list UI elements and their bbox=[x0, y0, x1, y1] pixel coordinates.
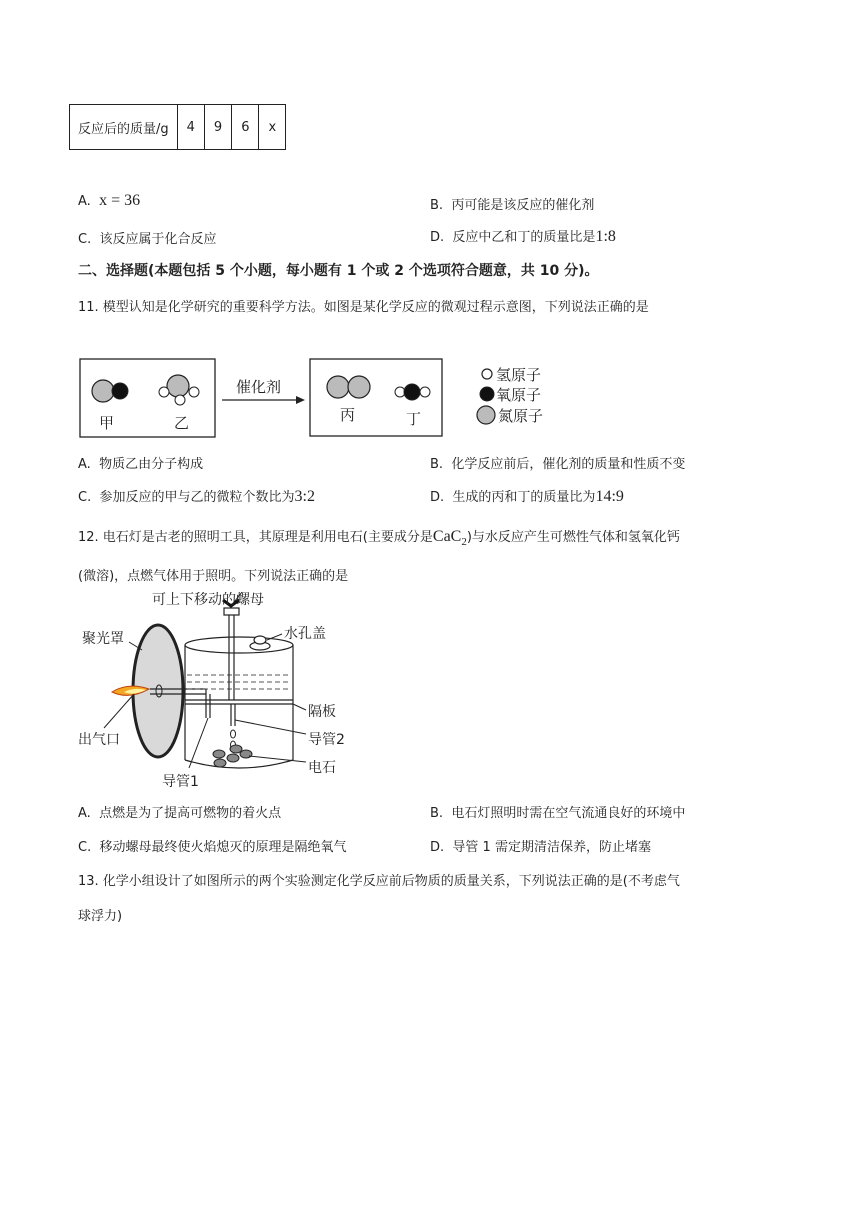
legend-nitrogen: 氮原子 bbox=[498, 407, 544, 425]
q10-option-b[interactable]: B. 丙可能是该反应的催化剂 bbox=[430, 198, 595, 213]
legend-oxygen: 氧原子 bbox=[496, 386, 542, 404]
table-row-label: 反应后的质量/g bbox=[70, 105, 178, 150]
carbide-label: 电石 bbox=[308, 760, 336, 776]
q13-stem-line1: 13. 化学小组设计了如图所示的两个实验测定化学反应前后物质的质量关系，下列说法正确的是(不考虑气 bbox=[78, 874, 680, 889]
carbide-stone bbox=[213, 750, 225, 758]
hydrogen-atom bbox=[420, 387, 430, 397]
legend-hydrogen: 氢原子 bbox=[496, 366, 542, 384]
yi-label: 乙 bbox=[174, 414, 190, 432]
hydrogen-atom bbox=[159, 387, 169, 397]
nut-label: 可上下移动的螺母 bbox=[152, 592, 264, 608]
q10-option-d[interactable]: D. 反应中乙和丁的质量比是1:8 bbox=[430, 228, 616, 245]
q11-option-b[interactable]: B. 化学反应前后，催化剂的质量和性质不变 bbox=[430, 457, 686, 472]
section-heading: 二、选择题(本题包括 5 个小题，每小题有 1 个或 2 个选项符合题意，共 10 分)。 bbox=[78, 263, 599, 279]
q11-option-c[interactable]: C. 参加反应的甲与乙的微粒个数比为3:2 bbox=[78, 488, 315, 505]
product-box bbox=[310, 359, 442, 436]
carbide-stone bbox=[227, 754, 239, 762]
hydrogen-atom bbox=[189, 387, 199, 397]
table-cell: 4 bbox=[177, 105, 204, 150]
oxygen-atom bbox=[112, 383, 128, 399]
table-row bbox=[70, 105, 286, 150]
water-drop-icon bbox=[231, 730, 236, 738]
oxygen-atom bbox=[404, 384, 420, 400]
table-cell: 6 bbox=[232, 105, 259, 150]
tube1-label: 导管1 bbox=[162, 774, 199, 790]
ding-label: 丁 bbox=[406, 410, 422, 428]
q10-option-c[interactable]: C. 该反应属于化合反应 bbox=[78, 232, 217, 247]
q12-stem-line1: 12. 电石灯是古老的照明工具，其原理是利用电石(主要成分是CaC$_2$)与水反应产生可燃性气体和氢氧化钙 bbox=[78, 528, 680, 549]
nitrogen-atom bbox=[327, 376, 349, 398]
nitrogen-atom bbox=[348, 376, 370, 398]
jia-label: 甲 bbox=[99, 414, 115, 432]
partition-label: 隔板 bbox=[308, 704, 336, 720]
q11-option-d[interactable]: D. 生成的丙和丁的质量比为14:9 bbox=[430, 488, 624, 505]
q13-stem-line2: 球浮力) bbox=[78, 909, 123, 924]
formula-cac2: CaC$_2$ bbox=[432, 528, 467, 549]
q10-a-math: x = 36 bbox=[99, 192, 141, 209]
mass-table bbox=[69, 104, 286, 150]
table-cell: x bbox=[259, 105, 286, 150]
catalyst-label: 催化剂 bbox=[236, 378, 282, 396]
q11-option-a[interactable]: A. 物质乙由分子构成 bbox=[78, 457, 204, 472]
outlet-label: 出气口 bbox=[78, 732, 120, 748]
q11-reaction-diagram bbox=[70, 350, 570, 445]
q12-option-d[interactable]: D. 导管 1 需定期清洁保养，防止堵塞 bbox=[430, 840, 651, 855]
hydrogen-atom bbox=[175, 395, 185, 405]
nitrogen-atom bbox=[167, 375, 189, 397]
q12-option-a[interactable]: A. 点燃是为了提高可燃物的着火点 bbox=[78, 806, 282, 821]
table-cell: 9 bbox=[204, 105, 231, 150]
legend-hydrogen-icon bbox=[482, 369, 492, 379]
cylinder-top bbox=[185, 637, 293, 653]
q12-stem-line2: (微溶)，点燃气体用于照明。下列说法正确的是 bbox=[78, 569, 349, 584]
q12-option-c[interactable]: C. 移动螺母最终使火焰熄灭的原理是隔绝氧气 bbox=[78, 840, 347, 855]
legend-nitrogen-icon bbox=[477, 406, 495, 424]
q10-option-a[interactable]: A. x = 36 bbox=[78, 192, 141, 209]
tube2-label: 导管2 bbox=[308, 732, 345, 748]
carbide-stone bbox=[214, 759, 226, 767]
nitrogen-atom bbox=[92, 380, 114, 402]
arrow-head-icon bbox=[296, 396, 305, 404]
reflector-label: 聚光罩 bbox=[82, 631, 124, 647]
legend-oxygen-icon bbox=[480, 387, 494, 401]
carbide-stone bbox=[230, 745, 242, 753]
nut-icon bbox=[224, 608, 239, 615]
carbide-stone bbox=[240, 750, 252, 758]
q11-stem: 11. 模型认知是化学研究的重要科学方法。如图是某化学反应的微观过程示意图，下列说法正确的是 bbox=[78, 300, 649, 315]
bing-label: 丙 bbox=[340, 406, 356, 424]
q12-option-b[interactable]: B. 电石灯照明时需在空气流通良好的环境中 bbox=[430, 806, 686, 821]
carbide-lamp-diagram bbox=[74, 590, 374, 790]
water-cap-label: 水孔盖 bbox=[284, 626, 326, 642]
